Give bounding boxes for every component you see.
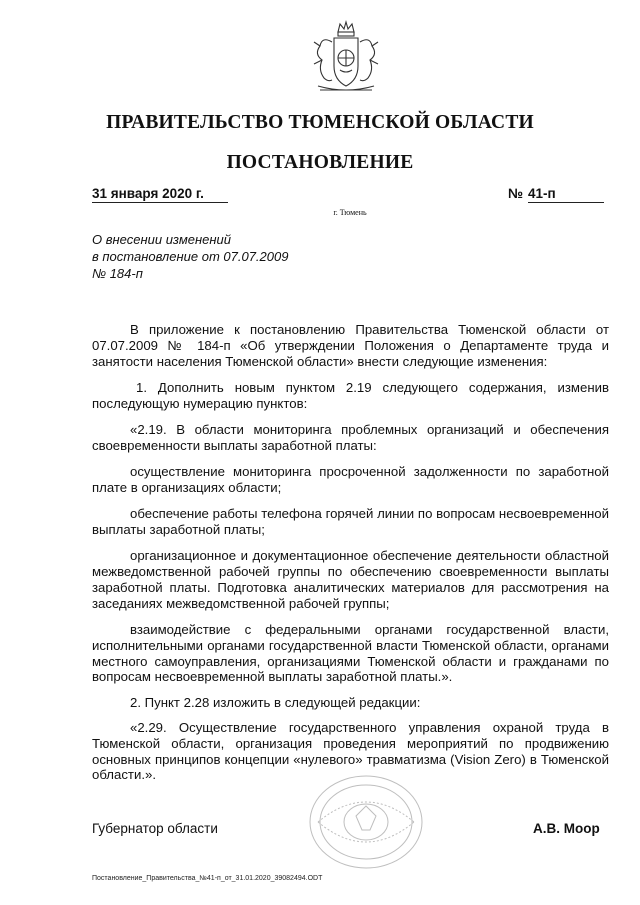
body-item-1: 1. Дополнить новым пунктом 2.19 следующего содержания, изменив последующую нумерацию пунктов: [92,379,609,411]
body-paragraph-2-29: «2.29. Осуществление государственного управления охраной труда в Тюменской области, организация проведения мероприятий по продвижению основных принципов концепции «нулевого» травматизма (Vision Zero) в Тюменской области.». [92,719,609,783]
body-bullet-3: организационное и документационное обеспечение деятельности областной межведомственной рабочей группы по обеспечению своевременности выплаты заработной платы. Подготовка аналитических материалов для рассмотрения на заседаниях межведомственной рабочей группы; [92,548,609,611]
document-body [92,322,609,794]
subject-line: в постановление от 07.07.2009 [92,249,289,264]
subject-line: О внесении изменений [92,232,231,247]
coat-of-arms-icon [304,20,388,96]
document-city: г. Тюмень [333,208,367,217]
body-bullet-1: осуществление мониторинга просроченной задолженности по заработной плате в организациях области; [92,464,609,495]
body-bullet-2: обеспечение работы телефона горячей линии по вопросам несвоевременной выплаты заработной платы; [92,506,609,537]
body-bullet-4: взаимодействие с федеральными органами государственной власти, исполнительными органами государственной власти Тюменской области, органами местного самоуправления, организациями Тюменской области и гражданами по вопросам несвоевременной выплаты заработной платы.». [92,621,609,685]
signature-name: А.В. Моор [533,821,600,836]
body-intro: В приложение к постановлению Правительства Тюменской области от 07.07.2009 № 184-п «Об утверждении Положения о Департаменте труда и занятости населения Тюменской области» внести следующие изменения: [92,322,609,369]
subject-line: № 184-п [92,266,143,281]
government-title: ПРАВИТЕЛЬСТВО ТЮМЕНСКОЙ ОБЛАСТИ [106,112,534,133]
document-subject [92,231,288,282]
footer-filename: Постановление_Правительства_№41-п_от_31.01.2020_39082494.ODT [92,875,323,882]
official-seal-icon [304,772,428,872]
document-number: 41-п [528,186,604,203]
body-paragraph-2-19: «2.19. В области мониторинга проблемных организаций и обеспечения своевременности выплаты заработной платы: [92,421,609,453]
signature-role: Губернатор области [92,821,218,836]
document-date: 31 января 2020 г. [92,186,228,203]
document-type: ПОСТАНОВЛЕНИЕ [226,152,414,173]
document-number-label: № [508,186,524,201]
body-item-2: 2. Пункт 2.28 изложить в следующей редакции: [130,694,421,710]
